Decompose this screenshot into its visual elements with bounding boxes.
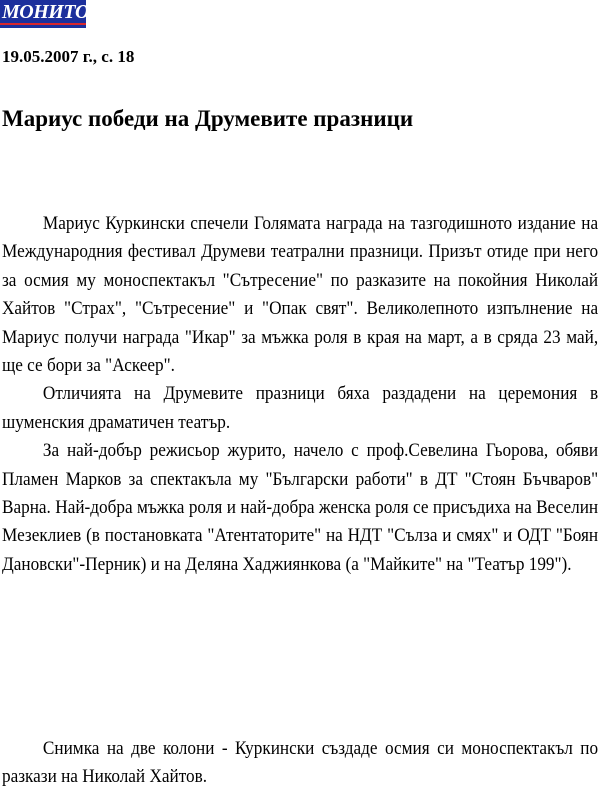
logo-wordmark: МОНИТОР (2, 1, 101, 23)
article-headline: Мариус победи на Друмевите празници (2, 106, 414, 131)
article-body (2, 210, 598, 579)
article-paragraph-1: Мариус Куркински спечели Голямата награда на тазгодишното издание на Международния фестивал Друмеви театрални празници. Призът отиде при него за осмия му моноспектакъл "Сътресение" по разказите на покойния Николай Хайтов "Страх", "Сътресение" и "Опак свят". Великолепното изпълнение на Мариус получи награда "Икар" за мъжка роля в края на март, а в сряда 23 май, ще се бори за "Аскеер". (2, 214, 599, 377)
article-paragraph-3: За най-добър режисьор журито, начело с проф.Севелина Гьорова, обяви Пламен Марков за спектакъла му "Български работи" в ДТ "Стоян Бъчваров" Варна. Най-добра мъжка роля и най-добра женска роля се присъдиха на Веселин Мезеклиев (в постановката "Атентаторите" на НДТ "Сълза и смях" и ОДТ "Боян Дановски"-Перник) и на Деляна Хаджиянкова (а "Майките" на "Театър 199"). (2, 441, 599, 575)
logo-accent-rule (0, 23, 86, 25)
monitor-logo (0, 0, 101, 28)
publication-date: 19.05.2007 г., с. 18 (2, 47, 135, 66)
article-paragraph-2: Отличията на Друмевите празници бяха раздадени на церемония в шуменския драматичен театър. (2, 384, 599, 433)
photo-caption: Снимка на две колони - Куркински създаде осмия си моноспектакъл по разкази на Николай Хайтов. (2, 739, 599, 788)
